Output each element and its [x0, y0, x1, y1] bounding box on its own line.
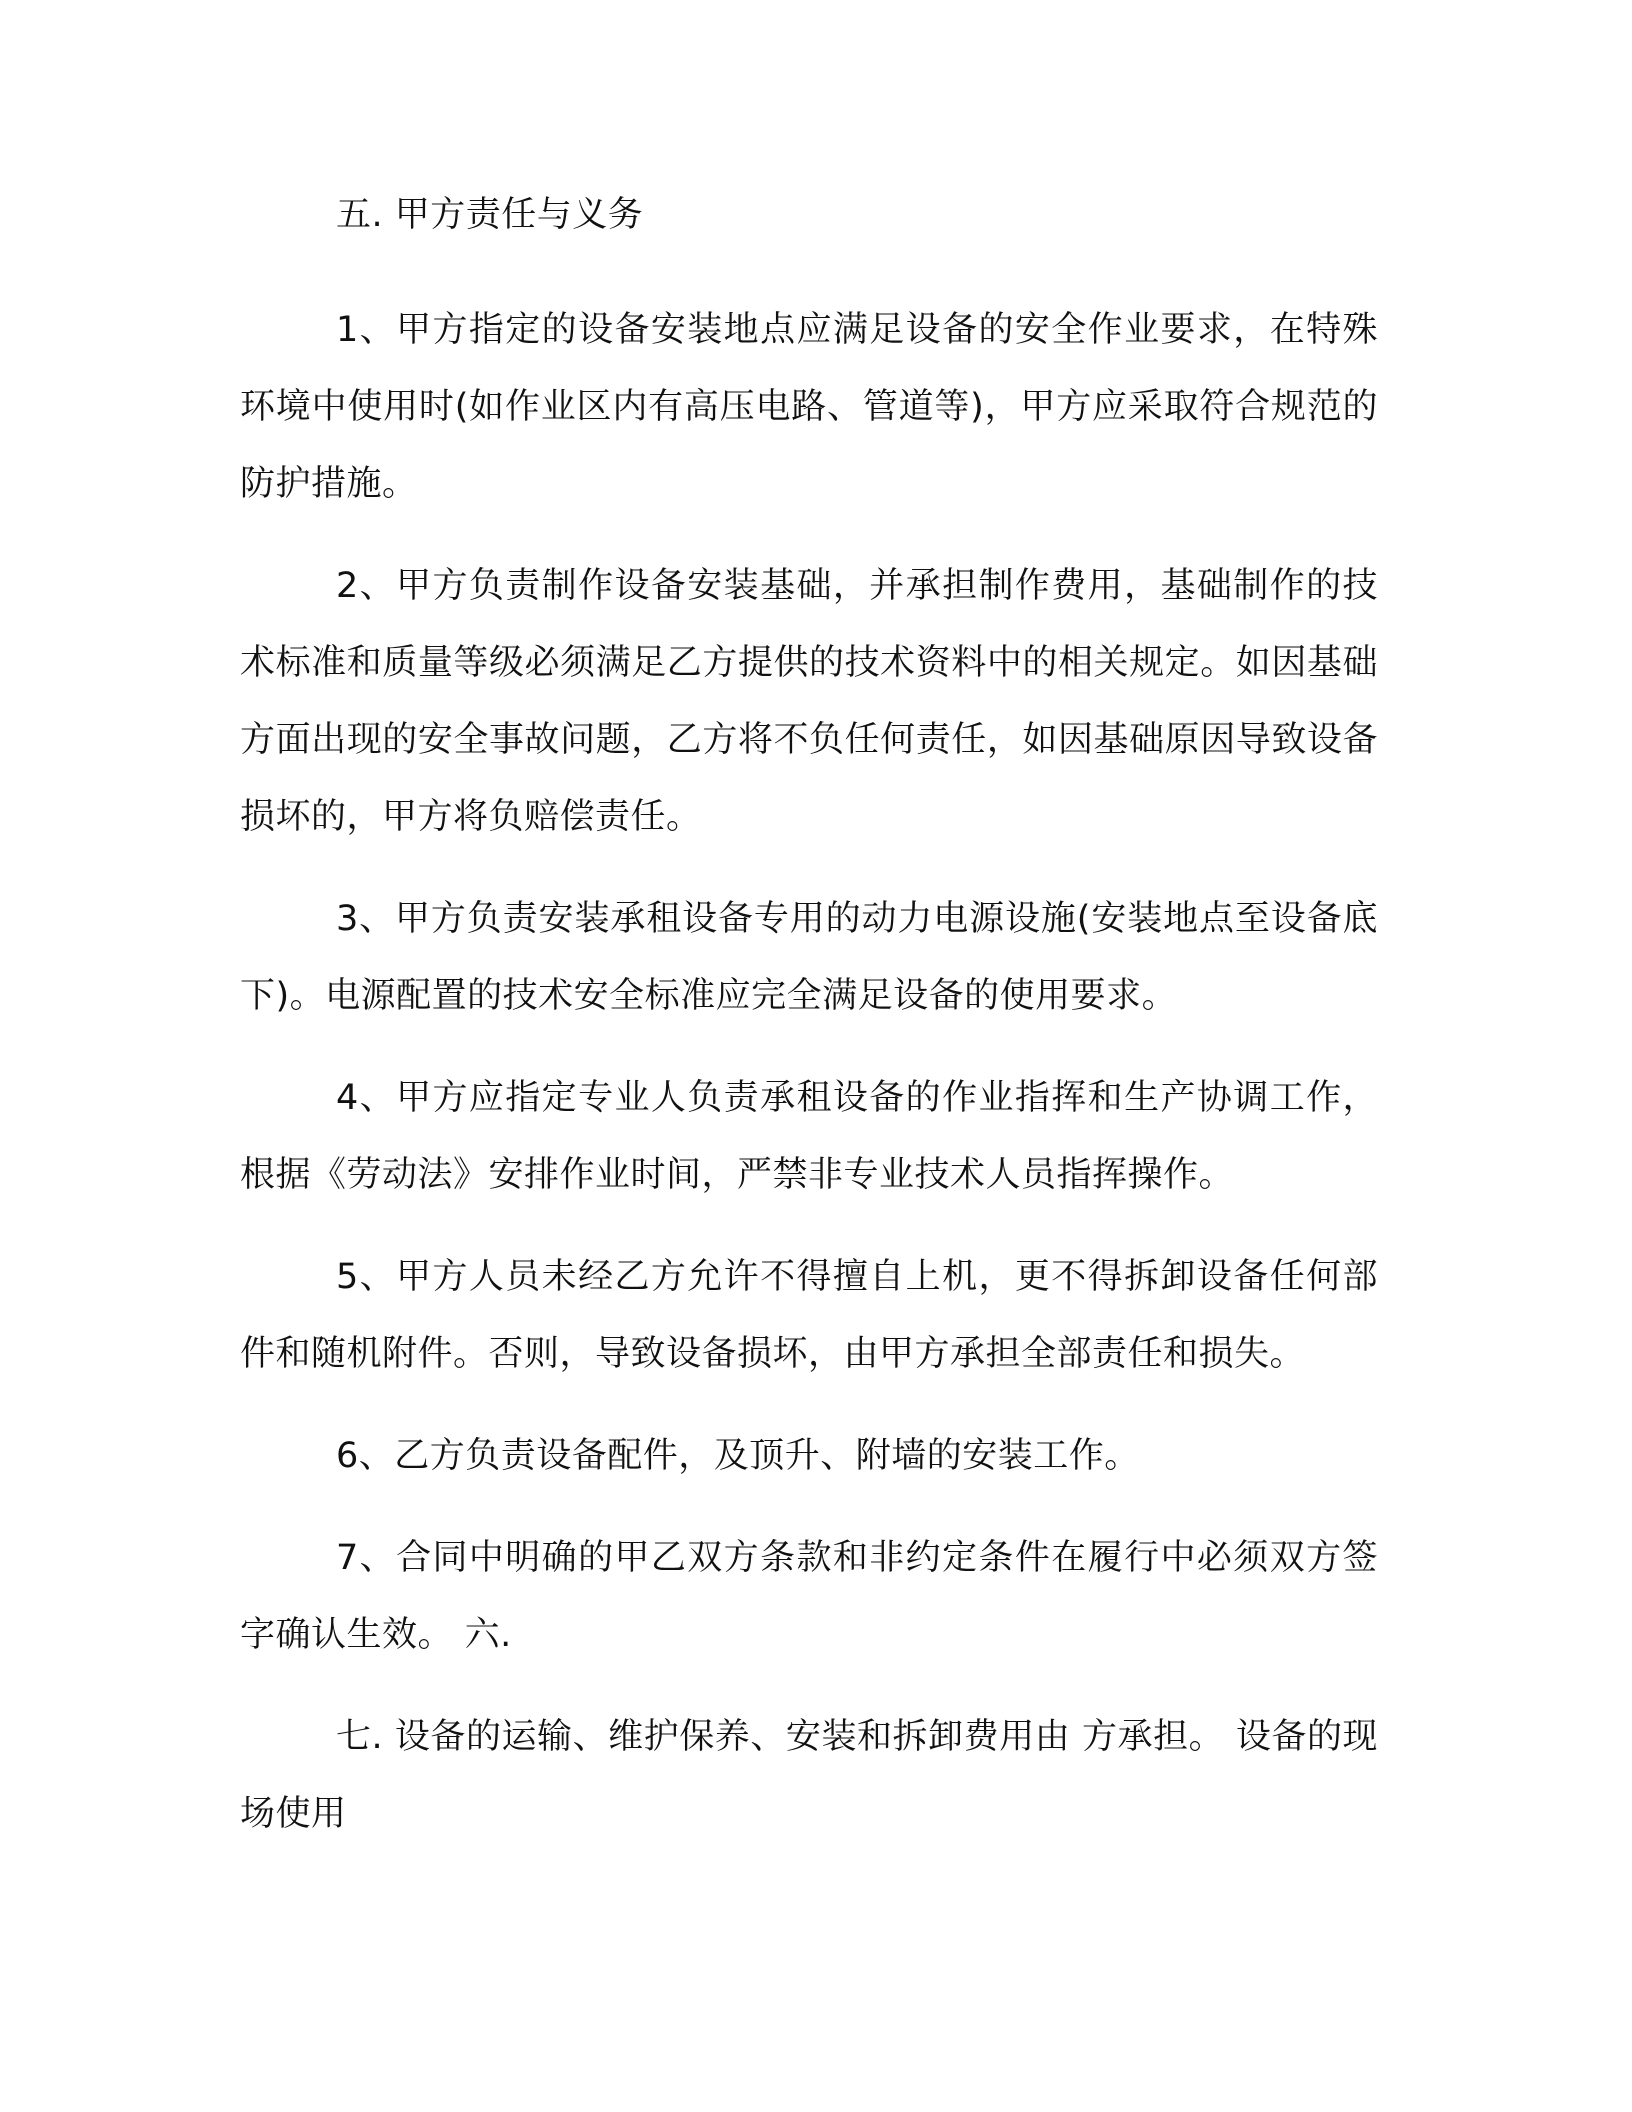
- paragraph-4: 4、甲方应指定专业人负责承租设备的作业指挥和生产协调工作，根据《劳动法》安排作业时间，严禁非专业技术人员指挥操作。: [240, 1078, 1378, 1195]
- paragraph-1: 1、甲方指定的设备安装地点应满足设备的安全作业要求，在特殊环境中使用时(如作业区内有高压电路、管道等)，甲方应采取符合规范的防护措施。: [240, 310, 1378, 504]
- paragraph-8: 七. 设备的运输、维护保养、安装和拆卸费用由 方承担。 设备的现场使用: [240, 1717, 1378, 1834]
- section-heading: 五. 甲方责任与义务: [336, 195, 644, 235]
- paragraph-6: 6、乙方负责设备配件，及顶升、附墙的安装工作。: [336, 1436, 1140, 1476]
- paragraph-2: 2、甲方负责制作设备安装基础，并承担制作费用，基础制作的技术标准和质量等级必须满足乙方提供的技术资料中的相关规定。如因基础方面出现的安全事故问题，乙方将不负任何责任，如因基础原因导致设备损坏的，甲方将负赔偿责任。: [240, 566, 1378, 837]
- paragraph-7: 7、合同中明确的甲乙双方条款和非约定条件在履行中必须双方签字确认生效。 六.: [240, 1538, 1378, 1655]
- paragraph-5: 5、甲方人员未经乙方允许不得擅自上机，更不得拆卸设备任何部件和随机附件。否则，导致设备损坏，由甲方承担全部责任和损失。: [240, 1257, 1378, 1374]
- paragraph-3: 3、甲方负责安装承租设备专用的动力电源设施(安装地点至设备底下)。电源配置的技术安全标准应完全满足设备的使用要求。: [240, 899, 1378, 1016]
- document-body: [240, 188, 1378, 1878]
